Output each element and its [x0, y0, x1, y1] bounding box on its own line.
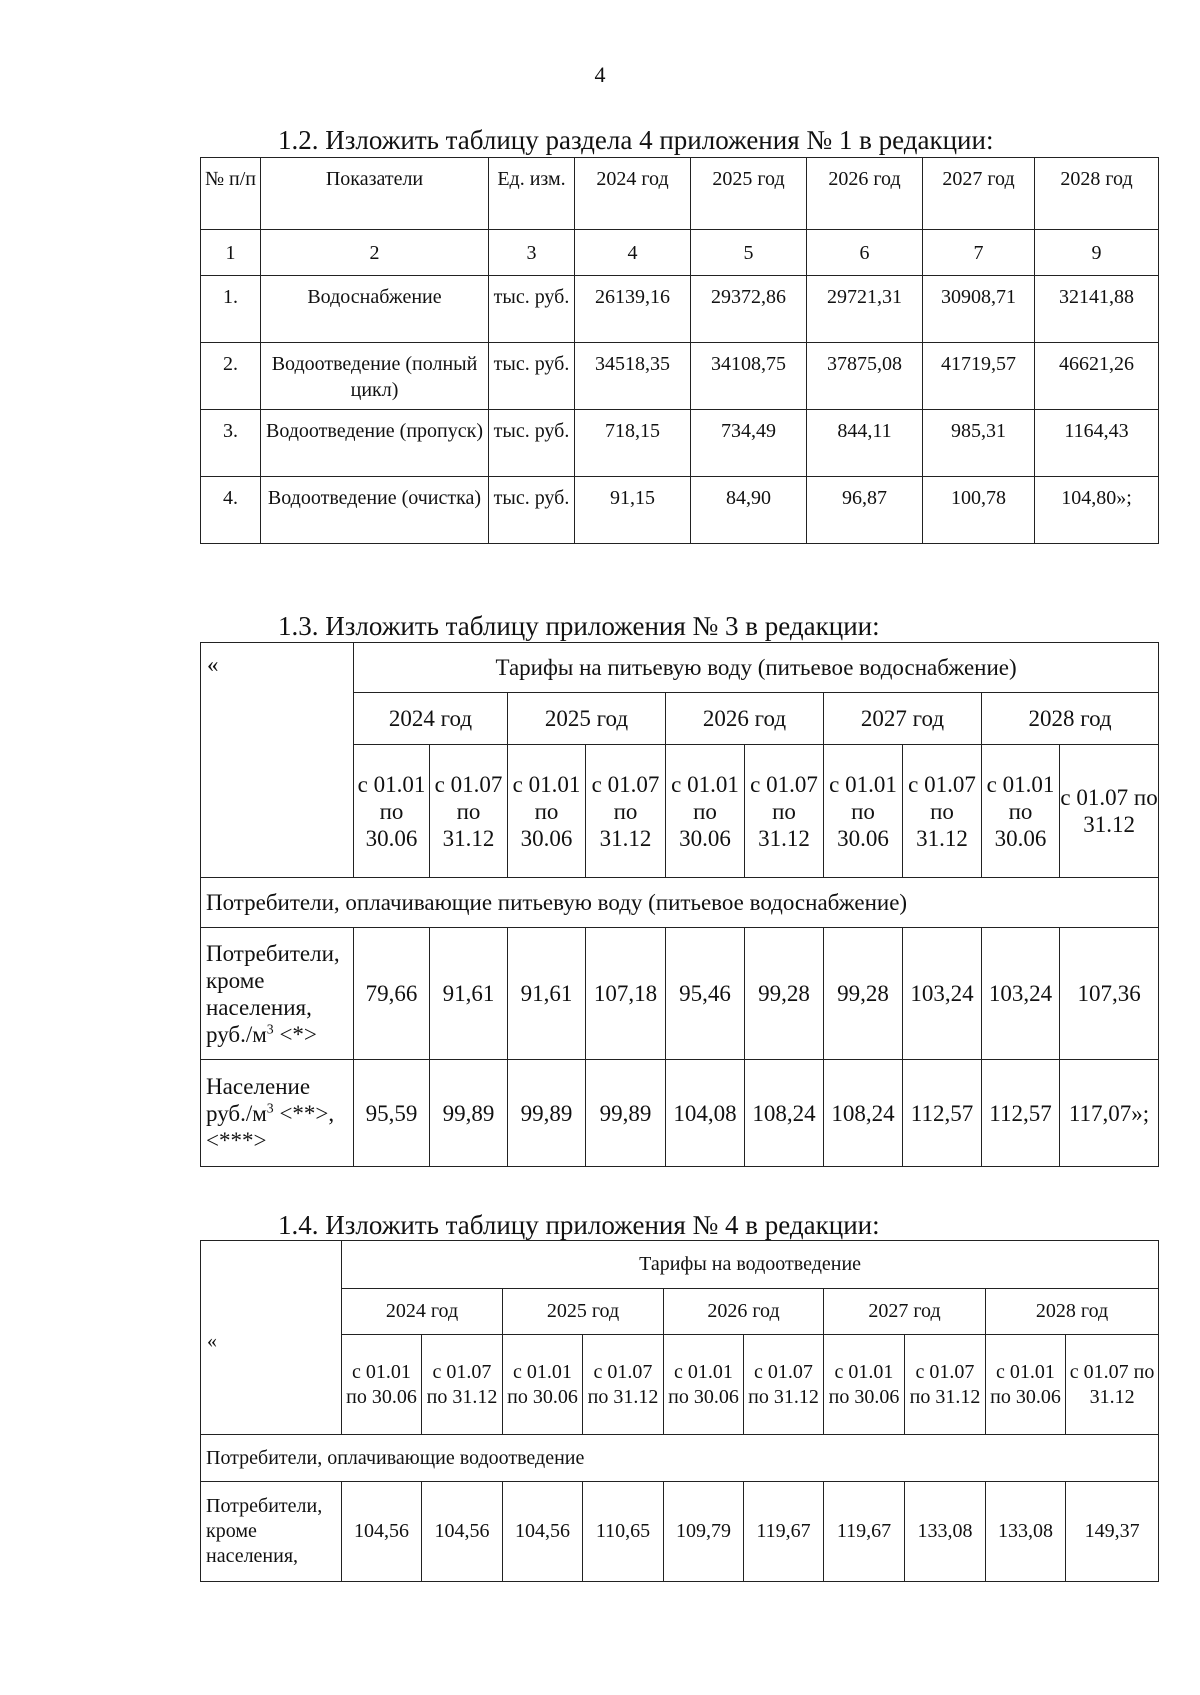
period-first-half: с 01.01 по 30.06: [354, 745, 430, 878]
period-second-half: с 01.07 по 31.12: [583, 1335, 664, 1435]
value-cell: 91,15: [575, 477, 691, 544]
tariff-value: 108,24: [745, 1060, 824, 1167]
tariff-value: 104,56: [422, 1482, 503, 1582]
value-cell: 84,90: [691, 477, 807, 544]
year-header: 2026 год: [664, 1289, 824, 1335]
period-second-half: с 01.07 по 31.12: [422, 1335, 503, 1435]
tariff-title: Тарифы на питьевую воду (питьевое водоснабжение): [354, 643, 1159, 693]
tariff-value: 117,07»;: [1060, 1060, 1159, 1167]
year-header: 2025 год: [503, 1289, 664, 1335]
table-row: [201, 343, 1159, 410]
column-header: № п/п: [201, 158, 261, 230]
value-cell: 46621,26: [1035, 343, 1159, 410]
column-header: 2027 год: [923, 158, 1035, 230]
tariff-value: 95,59: [354, 1060, 430, 1167]
column-header: 2028 год: [1035, 158, 1159, 230]
tariff-value: 99,89: [430, 1060, 508, 1167]
tariff-value: 103,24: [903, 928, 982, 1060]
section-1-4-heading: 1.4. Изложить таблицу приложения № 4 в редакции:: [278, 1210, 880, 1240]
tariff-value: 99,28: [824, 928, 903, 1060]
column-header: Ед. изм.: [489, 158, 575, 230]
tariff-value: 107,36: [1060, 928, 1159, 1060]
column-header: Показатели: [261, 158, 489, 230]
indicator-name: Водоснабжение: [261, 276, 489, 343]
year-header: 2024 год: [354, 693, 508, 745]
column-number: 7: [923, 230, 1035, 276]
category-label: Потребители, кроме населения,: [206, 1495, 323, 1567]
category-label: Население руб./м: [206, 1073, 311, 1126]
value-cell: 734,49: [691, 410, 807, 477]
column-number: 1: [201, 230, 261, 276]
column-number: 6: [807, 230, 923, 276]
indicator-name: Водоотведение (полный цикл): [261, 343, 489, 410]
column-number: 9: [1035, 230, 1159, 276]
row-number: 3.: [201, 410, 261, 477]
period-first-half: с 01.01 по 30.06: [342, 1335, 422, 1435]
value-cell: 96,87: [807, 477, 923, 544]
tariff-value: 104,56: [342, 1482, 422, 1582]
year-header: 2027 год: [824, 1289, 986, 1335]
tariff-value: 104,56: [503, 1482, 583, 1582]
tariff-value: 133,08: [986, 1482, 1066, 1582]
column-number: 3: [489, 230, 575, 276]
row-number: 2.: [201, 343, 261, 410]
section-1-2-heading: 1.2. Изложить таблицу раздела 4 приложения № 1 в редакции:: [278, 125, 994, 155]
tariff-value: 99,28: [745, 928, 824, 1060]
unit: тыс. руб.: [489, 343, 575, 410]
indicator-name: Водоотведение (очистка): [261, 477, 489, 544]
period-first-half: с 01.01 по 30.06: [824, 1335, 905, 1435]
value-cell: 34108,75: [691, 343, 807, 410]
column-number: 5: [691, 230, 807, 276]
consumer-group-label: Потребители, оплачивающие питьевую воду (питьевое водоснабжение): [201, 878, 1159, 928]
value-cell: 104,80»;: [1035, 477, 1159, 544]
period-second-half: с 01.07 по 31.12: [903, 745, 982, 878]
period-second-half: с 01.07 по 31.12: [745, 745, 824, 878]
opening-quote: «: [201, 1241, 342, 1435]
tariff-value: 112,57: [903, 1060, 982, 1167]
consumer-category: [201, 1060, 354, 1167]
value-cell: 37875,08: [807, 343, 923, 410]
unit: тыс. руб.: [489, 276, 575, 343]
period-second-half: с 01.07 по 31.12: [586, 745, 666, 878]
tariff-value: 104,08: [666, 1060, 745, 1167]
tariff-value: 107,18: [586, 928, 666, 1060]
tariff-value: 149,37: [1066, 1482, 1159, 1582]
value-cell: 29372,86: [691, 276, 807, 343]
value-cell: 1164,43: [1035, 410, 1159, 477]
tariff-value: 99,89: [586, 1060, 666, 1167]
period-first-half: с 01.01 по 30.06: [986, 1335, 1066, 1435]
period-first-half: с 01.01 по 30.06: [503, 1335, 583, 1435]
period-second-half: с 01.07 по 31.12: [1060, 745, 1159, 878]
unit: тыс. руб.: [489, 410, 575, 477]
period-first-half: с 01.01 по 30.06: [982, 745, 1060, 878]
table-app-3-water-tariffs: [200, 642, 1159, 1167]
period-second-half: с 01.07 по 31.12: [905, 1335, 986, 1435]
period-second-half: с 01.07 по 31.12: [744, 1335, 824, 1435]
years-row: [201, 1289, 1159, 1335]
table-row: [201, 477, 1159, 544]
unit: тыс. руб.: [489, 477, 575, 544]
value-cell: 29721,31: [807, 276, 923, 343]
column-number-row: [201, 230, 1159, 276]
table-row: [201, 1482, 1159, 1582]
period-first-half: с 01.01 по 30.06: [666, 745, 745, 878]
tariff-title: Тарифы на водоотведение: [342, 1241, 1159, 1289]
value-cell: 41719,57: [923, 343, 1035, 410]
value-cell: 32141,88: [1035, 276, 1159, 343]
tariff-value: 108,24: [824, 1060, 903, 1167]
periods-row: [201, 1335, 1159, 1435]
consumer-category: [201, 928, 354, 1060]
value-cell: 718,15: [575, 410, 691, 477]
unit-exponent: 3: [266, 1020, 274, 1036]
tariff-value: 91,61: [430, 928, 508, 1060]
value-cell: 844,11: [807, 410, 923, 477]
period-first-half: с 01.01 по 30.06: [508, 745, 586, 878]
column-header: 2026 год: [807, 158, 923, 230]
table-row: [201, 410, 1159, 477]
unit-exponent: 3: [266, 1099, 274, 1115]
table-row: [201, 1060, 1159, 1167]
tariff-value: 110,65: [583, 1482, 664, 1582]
column-number: 2: [261, 230, 489, 276]
period-second-half: с 01.07 по 31.12: [1066, 1335, 1159, 1435]
column-header: 2025 год: [691, 158, 807, 230]
tariff-value: 99,89: [508, 1060, 586, 1167]
tariff-value: 91,61: [508, 928, 586, 1060]
header-row: [201, 158, 1159, 230]
tariff-value: 133,08: [905, 1482, 986, 1582]
footnote-marker: <*>: [273, 1021, 317, 1047]
tariff-value: 112,57: [982, 1060, 1060, 1167]
row-number: 1.: [201, 276, 261, 343]
section-1-3-heading: 1.3. Изложить таблицу приложения № 3 в редакции:: [278, 611, 880, 641]
year-header: 2024 год: [342, 1289, 503, 1335]
tariff-value: 79,66: [354, 928, 430, 1060]
period-first-half: с 01.01 по 30.06: [824, 745, 903, 878]
opening-quote: «: [201, 643, 354, 878]
year-header: 2028 год: [982, 693, 1159, 745]
consumer-category: [201, 1482, 342, 1582]
tariff-value: 95,46: [666, 928, 745, 1060]
period-first-half: с 01.01 по 30.06: [664, 1335, 744, 1435]
table-app-4-sewerage-tariffs: [200, 1240, 1159, 1582]
year-header: 2027 год: [824, 693, 982, 745]
tariff-value: 109,79: [664, 1482, 744, 1582]
year-header: 2025 год: [508, 693, 666, 745]
column-header: 2024 год: [575, 158, 691, 230]
category-label: Потребители, кроме населения, руб./м: [206, 940, 340, 1047]
tariff-value: 119,67: [744, 1482, 824, 1582]
tariff-value: 119,67: [824, 1482, 905, 1582]
row-number: 4.: [201, 477, 261, 544]
page-number: 4: [594, 62, 606, 87]
value-cell: 34518,35: [575, 343, 691, 410]
value-cell: 100,78: [923, 477, 1035, 544]
year-header: 2026 год: [666, 693, 824, 745]
tariff-value: 103,24: [982, 928, 1060, 1060]
table-row: [201, 276, 1159, 343]
table-section-4-app-1: [200, 157, 1159, 544]
period-second-half: с 01.07 по 31.12: [430, 745, 508, 878]
value-cell: 985,31: [923, 410, 1035, 477]
value-cell: 30908,71: [923, 276, 1035, 343]
consumer-group-label: Потребители, оплачивающие водоотведение: [201, 1435, 1159, 1482]
year-header: 2028 год: [986, 1289, 1159, 1335]
value-cell: 26139,16: [575, 276, 691, 343]
indicator-name: Водоотведение (пропуск): [261, 410, 489, 477]
column-number: 4: [575, 230, 691, 276]
table-row: [201, 928, 1159, 1060]
footnote-marker: <**>, <***>: [206, 1100, 335, 1153]
